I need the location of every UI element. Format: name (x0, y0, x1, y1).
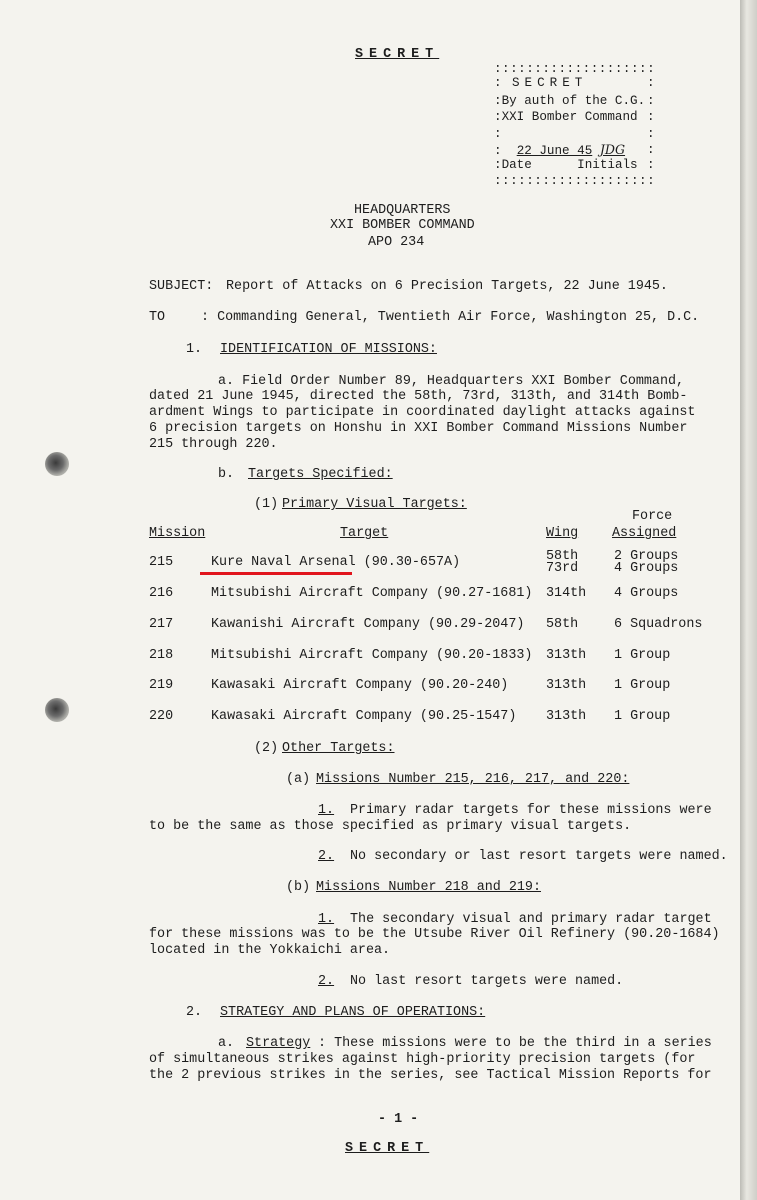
section-2a-heading: Strategy (246, 1036, 311, 1051)
punch-hole-lower (45, 698, 69, 722)
other-b2-text: No last resort targets were named. (350, 974, 624, 989)
section-2a-text-1: : These missions were to be the third in a series (318, 1036, 712, 1051)
stamp-dots-top: :::::::::::::::::::: (494, 62, 656, 76)
section-2-heading: STRATEGY AND PLANS OF OPERATIONS: (220, 1005, 486, 1020)
row-217-target: Kawanishi Aircraft Company (90.29-2047) (211, 617, 525, 632)
row-220-wing: 313th (546, 709, 587, 724)
row-218-mission: 218 (149, 648, 174, 663)
stamp-initials: JDG (599, 142, 626, 157)
page-edge (740, 0, 757, 1200)
col-wing-header: Wing (546, 526, 579, 541)
authorization-stamp (494, 56, 660, 186)
stamp-right-edge-4: : (647, 143, 655, 157)
section-1b-label: b. (218, 467, 235, 482)
other-b1-text-3: located in the Yokkaichi area. (149, 943, 391, 958)
stamp-line-2: XXI Bomber Command (501, 110, 638, 124)
row-219-wing: 313th (546, 678, 587, 693)
row-215-wing-2: 73rd (546, 561, 579, 576)
other-a2-text: No secondary or last resort targets were named. (350, 849, 728, 864)
other-targets-label: (2) (254, 741, 279, 756)
para-a-line-2: dated 21 June 1945, directed the 58th, 73rd, 313th, and 314th Bomb- (149, 389, 688, 404)
col-target-header: Target (340, 526, 389, 541)
row-218-wing: 313th (546, 648, 587, 663)
para-a-line-5: 215 through 220. (149, 437, 278, 452)
stamp-dots-bottom: :::::::::::::::::::: (494, 174, 656, 188)
stamp-right-edge-title: : (647, 76, 655, 90)
stamp-left-edge-title: : (494, 76, 502, 90)
subject-label: SUBJECT: (149, 279, 214, 294)
section-2-number: 2. (186, 1005, 203, 1020)
other-b-heading: Missions Number 218 and 219: (316, 880, 541, 895)
row-219-target: Kawasaki Aircraft Company (90.20-240) (211, 678, 509, 693)
section-1b1-heading: Primary Visual Targets: (282, 497, 467, 512)
punch-hole-upper (45, 452, 69, 476)
other-a-label: (a) (286, 772, 311, 787)
row-216-mission: 216 (149, 586, 174, 601)
row-217-mission: 217 (149, 617, 174, 632)
col-force-header-2: Assigned (612, 526, 677, 541)
row-220-mission: 220 (149, 709, 174, 724)
row-219-mission: 219 (149, 678, 174, 693)
other-b-label: (b) (286, 880, 311, 895)
stamp-initials-label: Initials (577, 158, 638, 172)
to-text: : Commanding General, Twentieth Air Force, Washington 25, D.C. (201, 310, 700, 325)
section-1b1-label: (1) (254, 497, 279, 512)
to-label: TO (149, 310, 166, 325)
stamp-date-value: : 22 June 45 JDG (494, 142, 626, 158)
row-216-target: Mitsubishi Aircraft Company (90.27-1681) (211, 586, 533, 601)
stamp-right-edge-5: : (647, 158, 655, 172)
row-216-wing: 314th (546, 586, 587, 601)
stamp-date-label: Date (501, 158, 532, 172)
other-a-heading: Missions Number 215, 216, 217, and 220: (316, 772, 630, 787)
section-2a-text-3: the 2 previous strikes in the series, see Tactical Mission Reports for (149, 1068, 712, 1083)
section-1-heading: IDENTIFICATION OF MISSIONS: (220, 342, 437, 357)
red-underline-annotation (200, 572, 352, 575)
other-b2-number: 2. (318, 974, 335, 989)
section-2a-label: a. (218, 1036, 235, 1051)
stamp-line-1: By auth of the C.G. (501, 94, 646, 108)
other-b1-text-2: for these missions was to be the Utsube River Oil Refinery (90.20-1684) (149, 927, 720, 942)
row-217-force: 6 Squadrons (614, 617, 703, 632)
row-216-force: 4 Groups (614, 586, 679, 601)
row-215-target: Kure Naval Arsenal (90.30-657A) (211, 555, 461, 570)
row-217-wing: 58th (546, 617, 579, 632)
stamp-right-edge: : (647, 94, 655, 108)
classification-top: SECRET (355, 47, 440, 62)
para-a-line-1: a. Field Order Number 89, Headquarters XXI Bomber Command, (218, 374, 685, 389)
row-219-force: 1 Group (614, 678, 671, 693)
para-a-line-4: 6 precision targets on Honshu in XXI Bomber Command Missions Number (149, 421, 688, 436)
subject-text: Report of Attacks on 6 Precision Targets, 22 June 1945. (226, 279, 668, 294)
row-215-force-2: 4 Groups (614, 561, 679, 576)
other-a1-text-2: to be the same as those specified as primary visual targets. (149, 819, 632, 834)
row-215-mission: 215 (149, 555, 174, 570)
row-218-target: Mitsubishi Aircraft Company (90.20-1833) (211, 648, 533, 663)
stamp-right-edge-2: : (647, 110, 655, 124)
row-218-force: 1 Group (614, 648, 671, 663)
stamp-date: 22 June 45 (516, 144, 593, 158)
other-targets-heading: Other Targets: (282, 741, 395, 756)
col-mission-header: Mission (149, 526, 206, 541)
row-220-target: Kawasaki Aircraft Company (90.25-1547) (211, 709, 517, 724)
other-b1-text-1: The secondary visual and primary radar target (350, 912, 712, 927)
stamp-authority: :By auth of the C.G. (494, 94, 646, 108)
hq-line-1: HEADQUARTERS (354, 203, 451, 218)
stamp-left-edge: : (494, 127, 502, 141)
other-b1-number: 1. (318, 912, 335, 927)
other-a2-number: 2. (318, 849, 335, 864)
section-1b-heading: Targets Specified: (248, 467, 393, 482)
row-215-force: 2 Groups (614, 549, 679, 564)
stamp-labels: :Date Initials (494, 158, 638, 172)
other-a1-text-1: Primary radar targets for these missions were (350, 803, 712, 818)
stamp-command: :XXI Bomber Command (494, 110, 638, 124)
row-215-wing: 58th (546, 549, 579, 564)
col-force-header-1: Force (632, 509, 673, 524)
para-a-line-3: ardment Wings to participate in coordinated daylight attacks against (149, 405, 696, 420)
section-1-number: 1. (186, 342, 203, 357)
stamp-right-edge-3: : (647, 127, 655, 141)
hq-line-3: APO 234 (368, 235, 425, 250)
section-2a-text-2: of simultaneous strikes against high-priority precision targets (for (149, 1052, 696, 1067)
other-a1-number: 1. (318, 803, 335, 818)
stamp-title: SECRET (512, 76, 588, 90)
hq-line-2: XXI BOMBER COMMAND (330, 218, 475, 233)
classification-bottom: SECRET (345, 1141, 430, 1156)
page-number: - 1 - (378, 1112, 419, 1127)
row-220-force: 1 Group (614, 709, 671, 724)
